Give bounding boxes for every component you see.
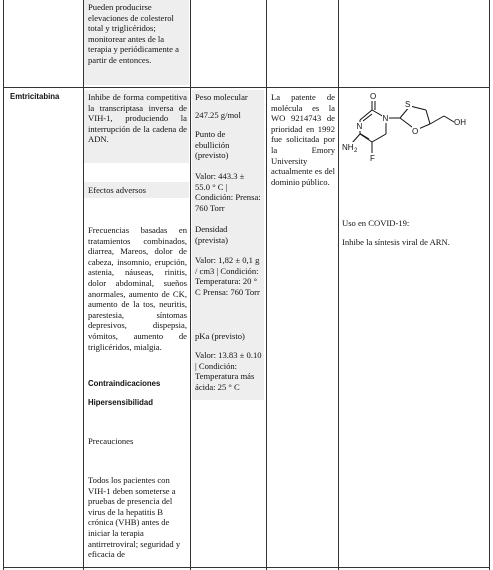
molecular-weight-label: Peso molecular	[195, 92, 248, 102]
adverse-heading: Efectos adversos	[88, 185, 146, 195]
density-label: Densidad (prevista)	[195, 224, 228, 245]
hypersensitivity-heading: Hipersensibilidad	[88, 398, 153, 407]
atom-n-ring-2: N	[356, 122, 363, 131]
drug-name: Emtricitabina	[10, 92, 60, 101]
precautions-heading: Precauciones	[88, 436, 134, 446]
patent-text: La patente de molécula es la WO 9214743 de prioridad en 1992 fue solicitada por la Emory University actualmente es del dominio público.	[271, 92, 335, 187]
top-notes-text: Pueden producirse elevaciones de colesterol total y triglicéridos; monitorear antes de la terapia y periódicamente a partir de entonces.	[88, 2, 179, 65]
pka-label: pKa (previsto)	[195, 331, 245, 341]
table-border-bottom	[3, 567, 490, 568]
atom-nh: NH	[342, 143, 354, 152]
contraindications-heading: Contraindicaciones	[88, 379, 161, 388]
atom-s: S	[405, 100, 411, 109]
covid-use-heading: Uso en COVID-19:	[342, 218, 410, 228]
emtricitabine-structure	[340, 88, 490, 188]
column-divider-3	[266, 0, 267, 570]
table-border-left	[3, 0, 4, 570]
adverse-text: Frecuencias basadas en tratamientos combinados, diarrea, Mareos, dolor de cabeza, insomnio, erupción, astenia, náuseas, rinitis, dolor abdominal, sueños anormales, aumento de CK, aumento de la tos, neuritis, parestesia, síntomas depresivos, dispepsia, vómitos, aumento de triglicéridos, mialgia.	[88, 225, 187, 352]
atom-nh-subscript: 2	[354, 148, 358, 154]
atom-f: F	[370, 154, 375, 163]
atom-o-carbonyl: O	[370, 92, 377, 101]
atom-oh: OH	[454, 118, 466, 127]
molecular-weight-value: 247.25 g/mol	[195, 110, 241, 120]
precautions-text: Todos los pacientes con VIH-1 deben someterse a pruebas de presencia del virus de la hepatitis B crónica (VHB) antes de iniciar la terapia antirretroviral; seguridad y eficacia de	[88, 475, 181, 560]
pka-value: Valor: 13.83 ± 0.10 | Condición: Temperatura más ácida: 25 ° C	[195, 350, 262, 392]
boiling-point-value: Valor: 443.3 ± 55.0 ° C | Condición: Prensa: 760 Torr	[195, 171, 261, 213]
atom-n-ring: N	[382, 114, 389, 123]
boiling-point-label: Punto de ebullición (previsto)	[195, 129, 230, 161]
table-border-right	[489, 0, 490, 570]
column-divider-4	[338, 0, 339, 570]
column-divider-1	[83, 0, 84, 570]
mechanism-text: Inhibe de forma competitiva la transcriptasa inversa de VIH-1, produciendo la interrupción de la cadena de ADN.	[88, 92, 187, 145]
density-value: Valor: 1,82 ± 0,1 g / cm3 | Condición: Temperatura: 20 ° C Prensa: 760 Torr	[195, 255, 260, 297]
covid-use-text: Inhibe la síntesis viral de ARN.	[342, 237, 450, 247]
atom-o-ring: O	[412, 127, 419, 136]
column-divider-2	[190, 0, 191, 570]
